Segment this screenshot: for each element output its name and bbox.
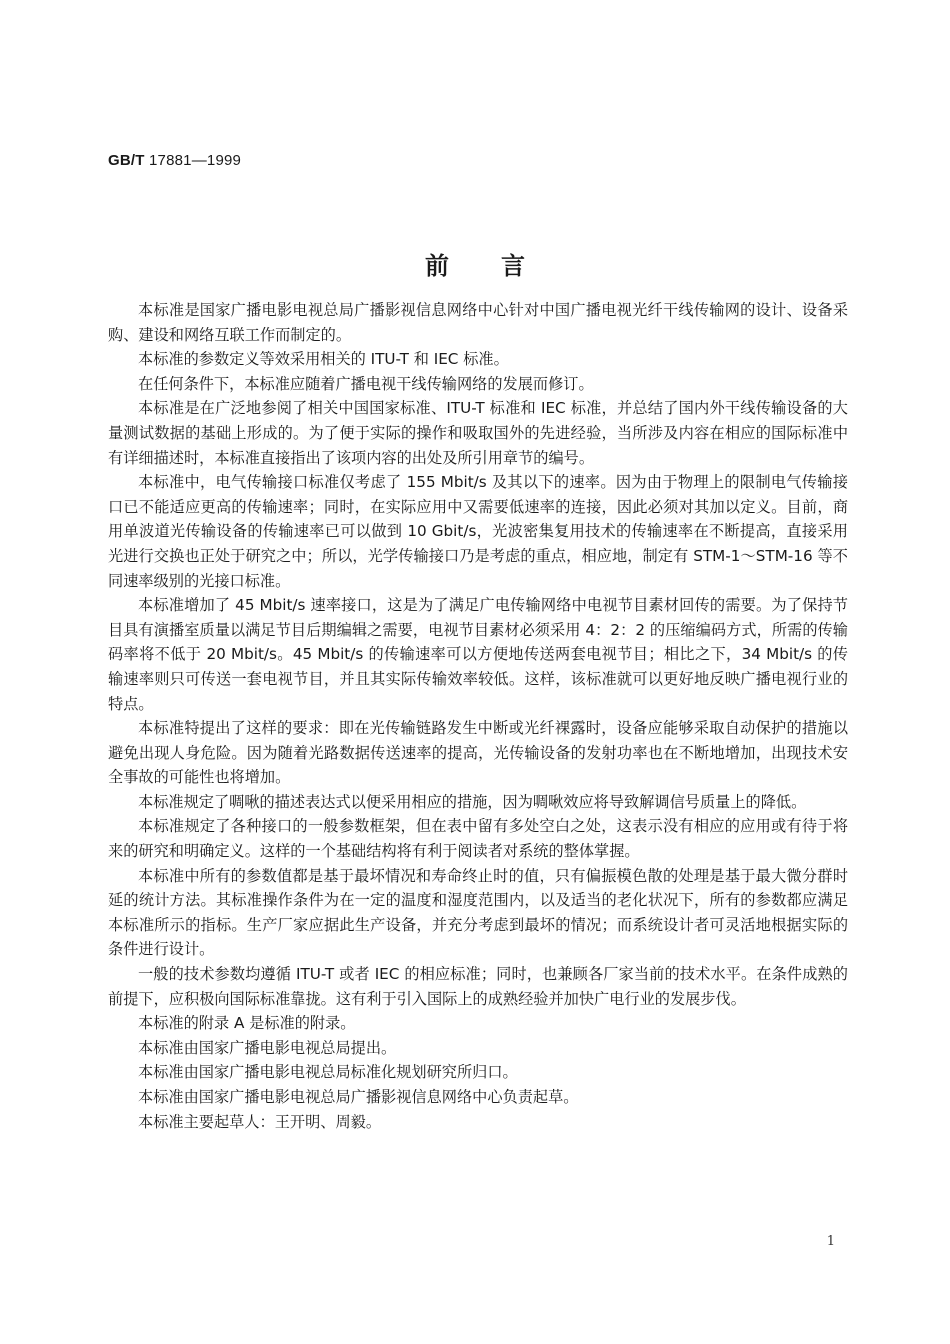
paragraph: 本标准的附录 A 是标准的附录。 xyxy=(138,1014,356,1033)
paragraph: 本标准中所有的参数值都是基于最坏情况和寿命终止时的值，只有偏振模色散的处理是基于最大微分群时延的统计方法。其标准操作条件为在一定的温度和湿度范围内，以及适当的老化状况下，所有的参数都应满足本标准所示的指标。生产厂家应据此生产设备，并充分考虑到最坏的情况；而系统设计者可灵活地根据实际的条件进行设计。 xyxy=(108,866,848,959)
paragraph: 本标准规定了各种接口的一般参数框架，但在表中留有多处空白之处，这表示没有相应的应用或有待于将来的研究和明确定义。这样的一个基础结构将有利于阅读者对系统的整体掌握。 xyxy=(108,817,848,861)
paragraph: 本标准增加了 45 Mbit/s 速率接口，这是为了满足广电传输网络中电视节目素材回传的需要。为了保持节目具有演播室质量以满足节目后期编辑之需要，电视节目素材必须采用 4：2：2 的压缩编码方式，所需的传输码率将不低于 20 Mbit/s。45 Mbit/s 的传输速率可以方便地传送两套电视节目；相比之下，34 Mbit/s 的传输速率则只可传送一套电视节目，并且其实际传输效率较低。这样，该标准就可以更好地反映广播电视行业的特点。 xyxy=(108,596,848,713)
paragraph: 一般的技术参数均遵循 ITU-T 或者 IEC 的相应标准；同时，也兼顾各厂家当前的技术水平。在条件成熟的前提下，应积极向国际标准靠拢。这有利于引入国际上的成熟经验并加快广电行业的发展步伐。 xyxy=(108,965,848,1008)
paragraph: 本标准中，电气传输接口标准仅考虑了 155 Mbit/s 及其以下的速率。因为由于物理上的限制电气传输接口已不能适应更高的传输速率；同时，在实际应用中又需要低速率的连接，因此必须对其加以定义。目前，商用单波道光传输设备的传输速率已可以做到 10 Gbit/s，光波密集复用技术的传输速率在不断提高，直接采用光进行交换也正处于研究之中；所以，光学传输接口乃是考虑的重点，相应地，制定有 STM-1～STM-16 等不同速率级别的光接口标准。 xyxy=(108,473,848,590)
paragraph: 本标准由国家广播电影电视总局标准化规划研究所归口。 xyxy=(138,1063,518,1082)
paragraph: 本标准主要起草人：王开明、周毅。 xyxy=(138,1112,381,1131)
paragraph: 在任何条件下，本标准应随着广播电视干线传输网络的发展而修订。 xyxy=(138,374,594,393)
standard-number xyxy=(108,152,241,169)
paragraph: 本标准是国家广播电影电视总局广播影视信息网络中心针对中国广播电视光纤干线传输网的设计、设备采购、建设和网络互联工作而制定的。 xyxy=(108,301,848,344)
paragraph: 本标准由国家广播电影电视总局广播影视信息网络中心负责起草。 xyxy=(138,1088,579,1106)
standard-code: 17881—1999 xyxy=(144,152,242,169)
standard-prefix: GB/T xyxy=(108,152,145,169)
foreword-body xyxy=(108,298,848,1134)
paragraph: 本标准特提出了这样的要求：即在光传输链路发生中断或光纤裸露时，设备应能够采取自动保护的措施以避免出现人身危险。因为随着光路数据传送速率的提高，光传输设备的发射功率也在不断地增加，出现技术安全事故的可能性也将增加。 xyxy=(108,719,848,787)
page-title: 前言 xyxy=(425,252,577,280)
paragraph: 本标准的参数定义等效采用相关的 ITU-T 和 IEC 标准。 xyxy=(138,350,509,369)
paragraph: 本标准是在广泛地参阅了相关中国国家标准、ITU-T 标准和 IEC 标准，并总结了国内外干线传输设备的大量测试数据的基础上形成的。为了便于实际的操作和吸取国外的先进经验，当所涉及内容在相应的国际标准中有详细描述时，本标准直接指出了该项内容的出处及所引用章节的编号。 xyxy=(108,399,848,467)
page-number: 1 xyxy=(826,1234,835,1249)
paragraph: 本标准由国家广播电影电视总局提出。 xyxy=(138,1038,397,1057)
paragraph: 本标准规定了啁啾的描述表达式以便采用相应的措施，因为啁啾效应将导致解调信号质量上的降低。 xyxy=(138,792,807,811)
